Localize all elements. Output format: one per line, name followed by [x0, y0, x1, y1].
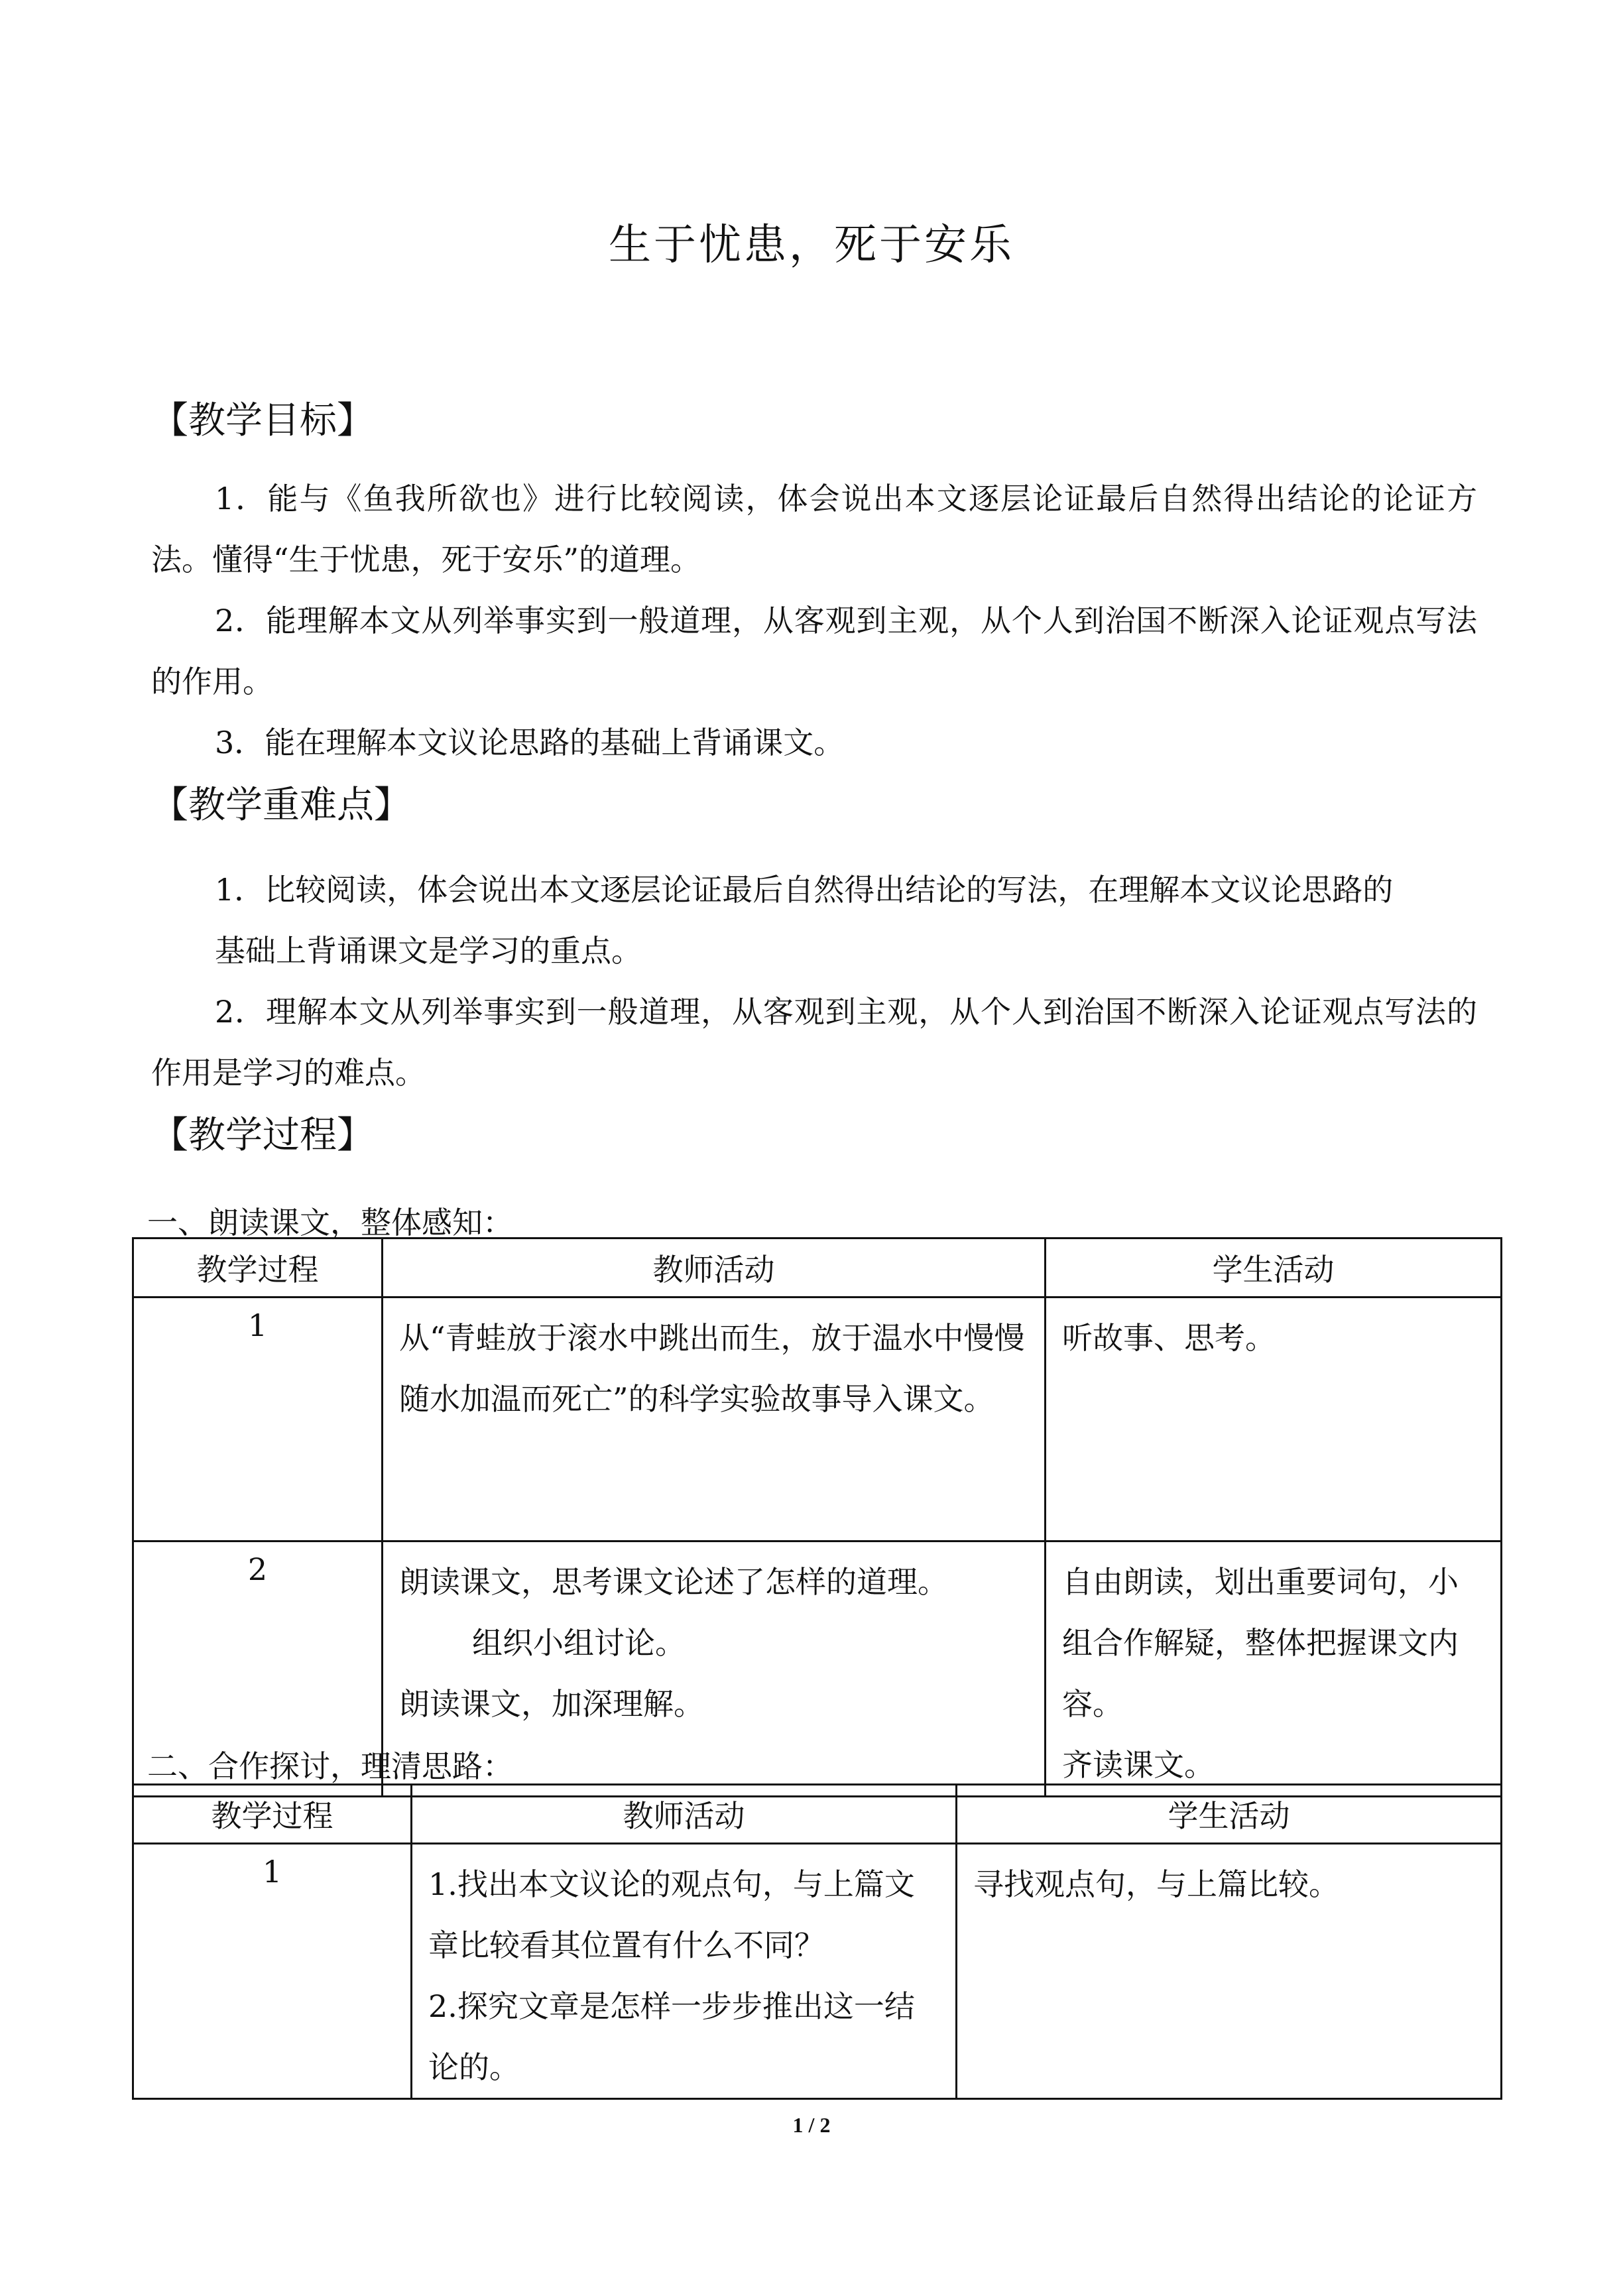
header-process: 教学过程	[133, 1785, 412, 1844]
section1-table	[132, 1237, 1502, 1797]
header-student: 学生活动	[957, 1785, 1502, 1844]
section2-table	[132, 1783, 1502, 2100]
step-number: 1	[133, 1298, 383, 1541]
key-points-heading: 【教学重难点】	[151, 784, 411, 827]
teacher-activity-text: 朗读课文，加深理解。	[399, 1686, 704, 1722]
process-heading: 【教学过程】	[151, 1114, 374, 1157]
table-header-row	[133, 1785, 1502, 1844]
teacher-activity-text: 从“青蛙放于滚水中跳出而生，放于温水中慢慢随水加温而死亡”的科学实验故事导入课文。	[399, 1320, 1025, 1417]
student-activity-text: 寻找观点句，与上篇比较。	[973, 1866, 1339, 1902]
key-point-item-1-line-1: 1．比较阅读，体会说出本文逐层论证最后自然得出结论的写法，在理解本文议论思路的	[215, 872, 1394, 908]
objectives-heading: 【教学目标】	[151, 399, 374, 442]
key-point-item-2: 2．理解本文从列举事实到一般道理，从客观到主观，从个人到治国不断深入论证观点写法的作用是学习的难点。	[151, 994, 1477, 1091]
teacher-activity	[383, 1298, 1046, 1541]
table-header-row	[133, 1239, 1502, 1298]
page-title: 生于忧患，死于安乐	[609, 221, 1014, 270]
step-number: 2	[133, 1541, 383, 1797]
teacher-activity-text: 1.找出本文议论的观点句，与上篇文章比较看其位置有什么不同？	[428, 1866, 915, 1963]
table-row	[133, 1844, 1502, 2099]
objective-item-2: 2．能理解本文从列举事实到一般道理，从客观到主观，从个人到治国不断深入论证观点写法的作用。	[151, 603, 1477, 699]
header-process: 教学过程	[133, 1239, 383, 1298]
teacher-activity-text: 朗读课文，思考课文论述了怎样的道理。	[399, 1564, 948, 1600]
student-activity	[957, 1844, 1502, 2099]
header-teacher: 教师活动	[383, 1239, 1046, 1298]
section1-title: 一、朗读课文，整体感知：	[147, 1205, 513, 1240]
objective-item-3: 3．能在理解本文议论思路的基础上背诵课文。	[215, 725, 845, 760]
page-number: 1 / 2	[792, 2113, 831, 2137]
header-teacher: 教师活动	[412, 1785, 957, 1844]
student-activity-text: 齐读课文。	[1062, 1747, 1215, 1783]
teacher-activity-text: 2.探究文章是怎样一步步推出这一结论的。	[428, 1988, 915, 2085]
student-activity	[1046, 1541, 1502, 1797]
key-point-item-1-line-2: 基础上背诵课文是学习的重点。	[215, 933, 642, 969]
student-activity-text: 自由朗读，划出重要词句，小组合作解疑，整体把握课文内容。	[1062, 1564, 1459, 1722]
teacher-activity-text: 组织小组讨论。	[472, 1625, 686, 1661]
student-activity-text: 听故事、思考。	[1062, 1320, 1276, 1356]
teacher-activity	[412, 1844, 957, 2099]
header-student: 学生活动	[1046, 1239, 1502, 1298]
student-activity	[1046, 1298, 1502, 1541]
table-row	[133, 1298, 1502, 1541]
objective-item-1: 1．能与《鱼我所欲也》进行比较阅读，体会说出本文逐层论证最后自然得出结论的论证方法。懂得“生于忧患，死于安乐”的道理。	[151, 481, 1477, 577]
section2-title: 二、合作探讨，理清思路：	[147, 1748, 513, 1784]
step-number: 1	[133, 1844, 412, 2099]
